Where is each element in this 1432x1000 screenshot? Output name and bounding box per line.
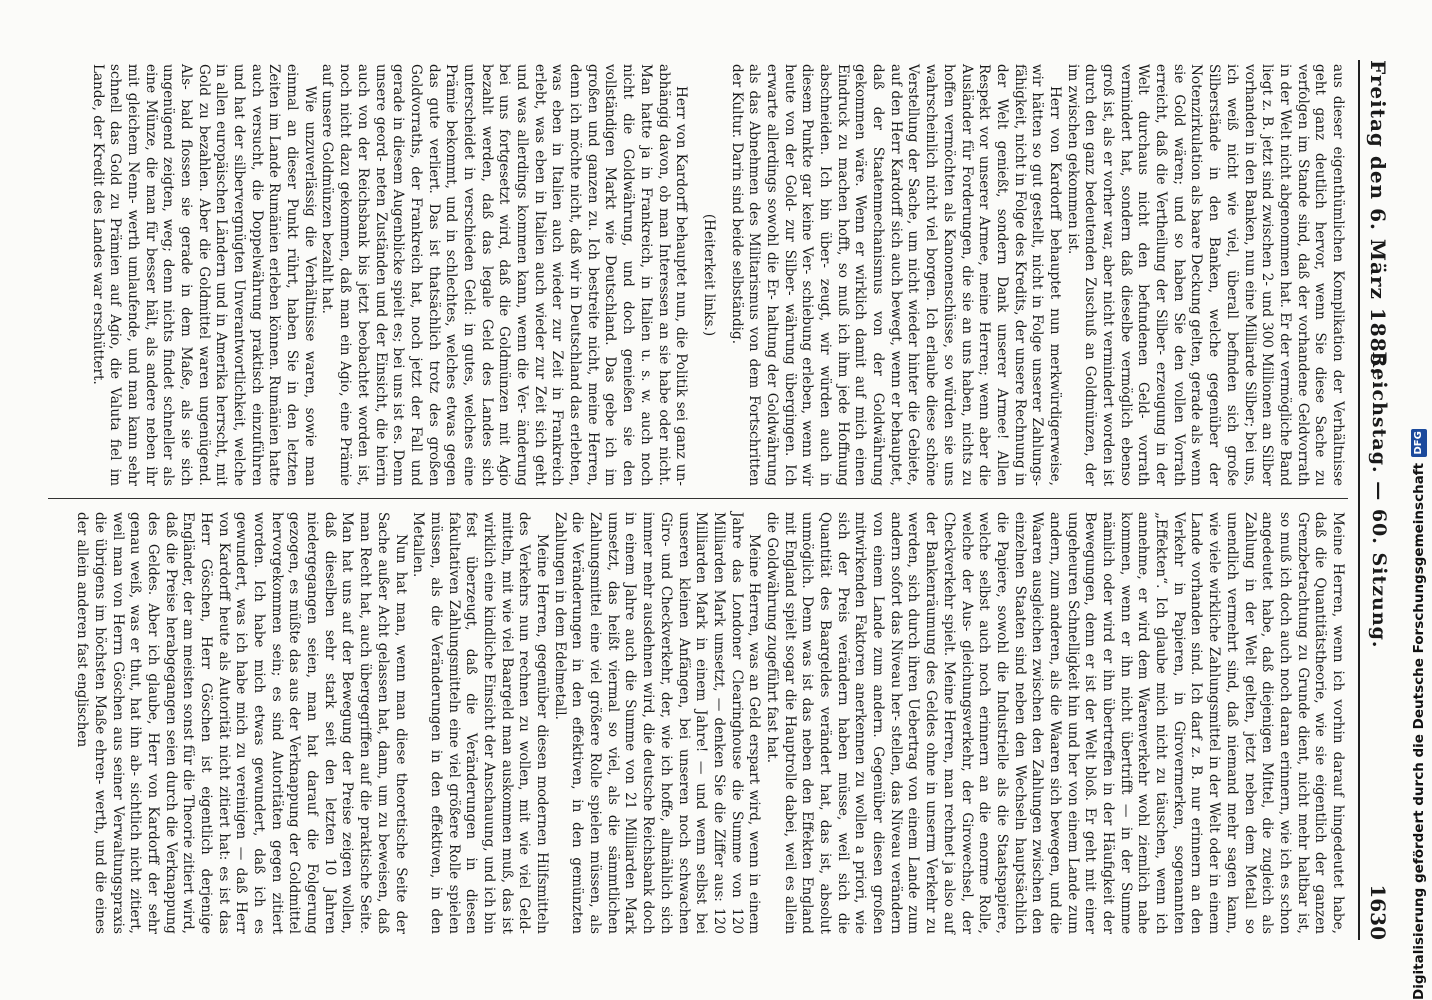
left-column-paragraph: aus dieser eigenthümlichen Komplikation der Verhältnisse geht ganz deutlich hervor, wenn Sie diese Sache zu verfolgen im Stande sind, daß der vorhandene Geldvorrath in der Welt nicht abgenommen hat. Er der vermögliche Band liegt z. B. jetzt sind zwischen 2- und 300 Millionen an Silber vorhanden in den Banken, nun eine Milliarde Silber; bei uns, ich weiß nicht wie viel, überall befinden sich große Silberstände in den Banken, welche gegenüber der Notenzirkulation als baare Deckung gelten, gerade als wenn sie Gold wären; und so haben Sie den vollen Vorrath erreicht, daß die Vertheilung der Silber- erzeugung in der Welt durchaus nicht den befundenen Geld- vorrath vermindert hat, sondern daß dieselbe vermöglich ebenso groß ist, als er vorher war, aber nicht vermindert worden ist durch den ganz bedeutenden Zuschuß an Goldmünzen, der im zwischen gekommen ist.	[1064, 64, 1346, 486]
right-column	[73, 512, 1347, 934]
page-header	[1358, 60, 1392, 940]
page-number: 1630	[1366, 884, 1390, 940]
left-column-paragraph: Herr von Kardorff behauptet nun merkwürdigerweise, wir hätten so gut gestellt, nicht in Folge unserer Zahlungs- fähigkeit, nicht in Folge des Kredits, der unsere Rechnung in der Welt genießt, sondern Dank unserer Armee! Allen Respekt vor unserer Armee, meine Herren; wenn aber die Ausländer für Forderungen, die sie an uns haben, nichts zu hoffen vermöchten als Kanonenschüsse, so würden sie uns wahrscheinlich nicht viel borgen. Ich erlaube diese schöne Verstellung der Sache, um nicht wieder hinter die Gebiete, auf den Herr Kardorff sich auch bewegt, wenn er behauptet, daß der Staatenmechanismus von der Goldwährung gekommen wäre. Wenn er wirklich damit auf mich einen Eindruck zu machen hofft, so muß ich ihm jede Hoffnung abschneiden. Ich bin über- zeugt, wir würden auch in diesem Punkte gar keine Ver- schiebung erleben, wenn wir heute von der Gold- zur Silber- währung übergingen. Ich erwarte allerdings sowohl die Er- haltung der Goldwährung als das Abnehmen des Militarismus von dem Fortschritten der Kultur. Darin sind beide selbständig.	[728, 64, 1063, 486]
left-column-paragraph: Wie unzuverlässig die Verhältnisse waren, sowie man einmal an dieser Punkt rührt, haben Sie in den letzten Zeiten im Lande Rumänien erleben können. Rumänien hatte auch versucht, die Doppelwährung praktisch einzuführen und hat der silbervergnügten Unverantwortlichkeit, welche in allen europäischen Ländern und in Amerika herrscht, mit Gold zu bezahlen. Aber die Goldmittel waren ungenügend. Als- bald flossen sie gerade in dem Maße, als sie sich ungenügend zeigten, weg; denn nichts findet schneller als eine Münze, die man für besser hält, als andere neben ihr mit gleichem Nenn- werth umlaufende, und man kann sehr schnell das Gold zu Prämien auf Agio, die Valuta fiel im Lande, der Kredit des Landes war erschüttert.	[89, 64, 318, 486]
funding-note	[1408, 0, 1430, 1000]
right-column-paragraph: Nun hat man, wenn man diese theoretische Seite der Sache außer Acht gelassen hat, dann, um zu beweisen, daß man Recht hat, auch übergegriffen auf die praktische Seite. Man hat uns auf der Bewegung der Preise zeigen wollen, daß dieselben sehr stark seit den letzten 10 Jahren niedergegangen seien, man hat darauf die Folgerung gezogen, es müßte das aus der Verknappung der Goldmittel hervorgekommen sein; es sind Autoritäten gegen zitiert worden. Ich habe mich etwas gewundert, daß ich es gewundert, was ich habe mich zu vereinigen — daß Herr von Kardorff heute als Autorität nicht zitiert hat: es ist das Herr Göschen, Herr Göschen ist eigentlich derjenige Engländer, der am meisten sonst für die Theorie zitiert wird, daß die Preise herabgegangen seien durch die Verknappung des Geldes. Aber ich glaube, Herr von Kardorff der sehr genau weiß, was er thut, hat ihn ab- sichtlich nicht zitiert, weil man von Herrn Göschen aus seiner Verwaltungspraxis die übrigens im höchsten Maße ehren- werth, und die eines der allein anderen fast englischen	[74, 512, 409, 934]
column-divider	[48, 498, 1348, 499]
stage-direction: (Heiterkeit links.)	[700, 213, 717, 337]
left-column-paragraph: Herr von Kardorff behauptet nun, die Politik sei ganz un- abhängig davon, ob man Interessen an sie habe oder nicht. Man hatte ja in Frankreich, in Italien u. s. w. auch noch nicht die Goldwährung, und doch genießen sie den vollständigen Markt wie Deutschland. Das gebe ich im großen und ganzen zu. Ich bestreite nicht, meine Herren, denn ich möchte nicht, daß wir in Deutschland das erlebten, was eben in Italien auch wieder zur Zeit in Frankreich erlebt, was eben in Italien auch wieder zur Zeit sich geht und was allerdings kommen kann, wenn die Ver- änderung bei uns fortgesetzt wird, daß die Goldmünzen mit Agio bezahlt werden, daß das legale Geld des Landes sich unterscheidet in verschieden Geld: in gutes, welches eine Prämie bekommt, und in schlechtes, welches etwas gegen das gute verliert. Das ist thatsächlich trotz des großen Goldvorraths, der Frankreich hat, noch jetzt der Fall und gerade in diesem Augenblicke spielt es; bei uns ist es. Denn unsere geord- neten Zuständen und der Einsicht, die hierin auch von der Reichsbank bis jetzt beobachtet worden ist, noch nicht dazu gekommen, daß man ein Agio, eine Prämie auf unsere Goldmünzen bezahlt hat.	[319, 64, 690, 486]
dfg-logo-icon: DFG	[1411, 429, 1427, 457]
header-date: Freitag den 6. März 1885.	[1366, 60, 1390, 376]
right-column-paragraph: Meine Herren, wenn ich vorhin darauf hingedeutet habe, daß die Quantitätstheorie, wie sie eigentlich der ganzen Grenzbetrachtung zu Grunde dient, nicht mehr haltbar ist, so muß ich doch auch noch daran erinnern, wie ich es schon angedeutet habe, daß diejenigen Mittel, die zugleich als Zahlung in der Welt gelten, jetzt neben dem Metall so unendlich vermehrt sind, daß niemand mehr sagen kann, wie viele wirkliche Zahlungsmittel in der Welt oder in einem Lande vorhanden sind. Ich darf z. B. nur erinnern an den Verkehr in Papieren, in Girovermerken, sogenannten „Effekten“. Ich glaube mich nicht zu täuschen, wenn ich annehme, er wird dem Warenverkehr wohl ziemlich nahe kommen, wenn er ihn nicht übertrifft — in der Summe nämlich oder wird er ihn übertreffen in der Häufigkeit der Bewegungen, denn er ist der Welt bloß. Er geht mit einer ungeheuren Schnelligkeit hin und her von einem Lande zum andern, zum anderen, als die Waaren sich bewegen, und die Waaren ausgleichen zwischen den Zahlungen zwischen den einzelnen Staaten sind neben den Wechseln hauptsächlich die Papiere, sowohl die Industrielle als die Staatspapiere, welche selbst auch noch erinnern an die enorme Rolle, welche der Aus- gleichungsverkehr, der Girowechsel, der Checkverkehr spielt. Meine Herren, man rechnet ja also auf der Bankenräumung des Geldes ohne in unserm Verkehr zu werden, sich durch ihren Uebertrag von einem Lande zum andern sofort das Niveau her- stellen, das Niveau verändern von einem Lande zum andern. Gegenüber diesen großen mitwirkenden Faktoren anerkennen zu wollen a priori, wie sich der Preis verändern haben müsse, weil sich die Quantität des Baargeldes verändert hat, das ist, absolut unmöglich. Denn was ist das neben den Effekten England mit England spielt sogar die Hauptrolle dabei, weil es allein die Goldwährung zugeführt fast hat.	[764, 512, 1346, 934]
left-column	[88, 64, 1346, 486]
right-column-paragraph: Meine Herren, was an Geld erspart wird, wenn in einem Jahre das Londoner Clearinghouse die Summe von 120 Milliarden Mark umsetzt, — denken Sie die Ziffer aus: 120 Milliarden Mark in einem Jahre! — und wenn selbst bei unseren kleinen Anfängen, bei unseren noch schwachen Giro- und Checkverkehr, der, wie ich hoffe, allmählich sich immer mehr ausdehnen wird, die deutsche Reichsbank doch in einem Jahre auch die Summe von 21 Milliarden Mark umsetzt, das heißt viermal so viel, als die sämmtlichen Zahlungsmittel eine viel größere Rolle spielen müssen, als die Veränderungen in den effektiven, in den gemünzten Zahlungen in dem Edelmetall.	[551, 512, 763, 934]
funding-text: Digitalisierung gefördert durch die Deutsche Forschungsgemeinschaft	[1411, 462, 1427, 1000]
header-title: Reichstag. — 60. Sitzung.	[1368, 351, 1390, 649]
right-column-paragraph: Meine Herren, gegenüber diesen modernen Hilfsmitteln des Verkehrs nun rechnen zu wollen, mit wie viel Geld- mitteln, mit wie viel Baargeld man auskommen muß, das ist wirklich eine kindliche Einsicht der Anschauung, und ich bin fest überzeugt, daß die Veränderungen in diesen fakultativen Zahlungsmitteln eine viel größere Rolle spielen müssen, als die Veränderungen in den effektiven, in den Metallen.	[410, 512, 551, 934]
